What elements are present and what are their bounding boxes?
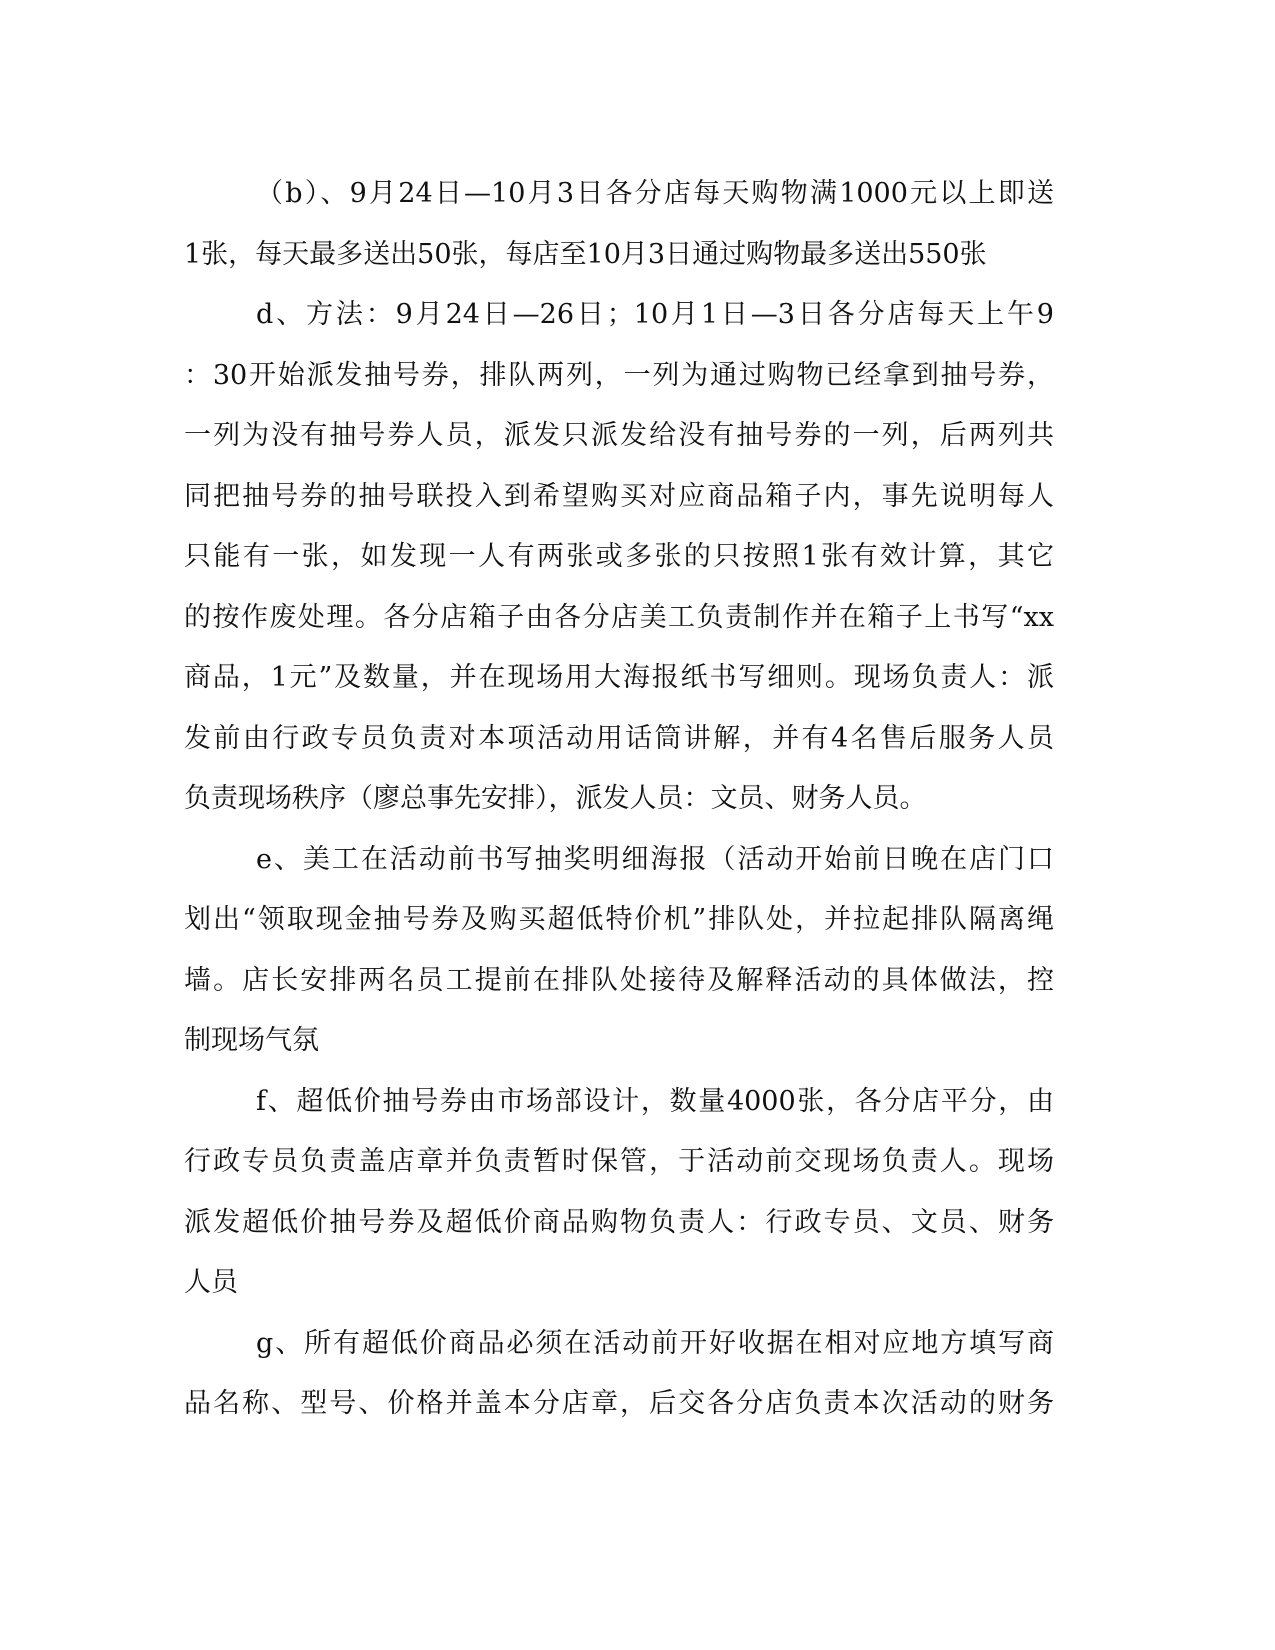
paragraph-e-line-3: 墙。店长安排两名员工提前在排队处接待及解释活动的具体做法，控 bbox=[184, 964, 1054, 996]
paragraph-f-line-1: f、超低价抽号券由市场部设计，数量4000张，各分店平分，由 bbox=[256, 1085, 1054, 1117]
paragraph-f-line-2: 行政专员负责盖店章并负责暂时保管，于活动前交现场负责人。现场 bbox=[184, 1146, 1054, 1177]
paragraph-d-line-4: 同把抽号券的抽号联投入到希望购买对应商品箱子内，事先说明每人 bbox=[184, 480, 1054, 512]
paragraph-d-line-3: 一列为没有抽号券人员，派发只派发给没有抽号券的一列，后两列共 bbox=[184, 420, 1054, 451]
paragraph-e-line-2: 划出“领取现金抽号券及购买超低特价机”排队处，并拉起排队隔离绳 bbox=[184, 904, 1054, 935]
paragraph-d-line-7: 商品，1元”及数量，并在现场用大海报纸书写细则。现场负责人：派 bbox=[184, 662, 1054, 693]
paragraph-b-line-2: 1张，每天最多送出50张，每店至10月3日通过购物最多送出550张 bbox=[184, 238, 987, 270]
paragraph-b-line-1: （b）、9月24日—10月3日各分店每天购物满1000元以上即送 bbox=[256, 178, 1054, 209]
paragraph-g-line-2: 品名称、型号、价格并盖本分店章，后交各分店负责本次活动的财务 bbox=[184, 1388, 1054, 1419]
paragraph-d-line-6: 的按作废处理。各分店箱子由各分店美工负责制作并在箱子上书写“xx bbox=[184, 601, 1054, 633]
paragraph-f-line-3: 派发超低价抽号券及超低价商品购物负责人：行政专员、文员、财务 bbox=[184, 1206, 1054, 1238]
paragraph-d-line-9: 负责现场秩序（廖总事先安排），派发人员：文员、财务人员。 bbox=[184, 783, 927, 814]
paragraph-d-line-5: 只能有一张，如发现一人有两张或多张的只按照1张有效计算，其它 bbox=[184, 541, 1054, 572]
paragraph-d-line-8: 发前由行政专员负责对本项活动用话筒讲解，并有4名售后服务人员 bbox=[184, 722, 1054, 754]
paragraph-g-line-1: g、所有超低价商品必须在活动前开好收据在相对应地方填写商 bbox=[256, 1327, 1054, 1359]
paragraph-e-line-1: e、美工在活动前书写抽奖明细海报（活动开始前日晚在店门口 bbox=[256, 843, 1054, 875]
paragraph-d-line-2: ：30开始派发抽号券，排队两列，一列为通过购物已经拿到抽号券， bbox=[184, 359, 1054, 391]
paragraph-d-line-1: d、方法：9月24日—26日；10月1日—3日各分店每天上午9 bbox=[256, 299, 1054, 330]
paragraph-e-line-4: 制现场气氛 bbox=[184, 1025, 319, 1056]
paragraph-f-line-4: 人员 bbox=[184, 1267, 238, 1298]
document-body bbox=[184, 164, 1054, 1435]
